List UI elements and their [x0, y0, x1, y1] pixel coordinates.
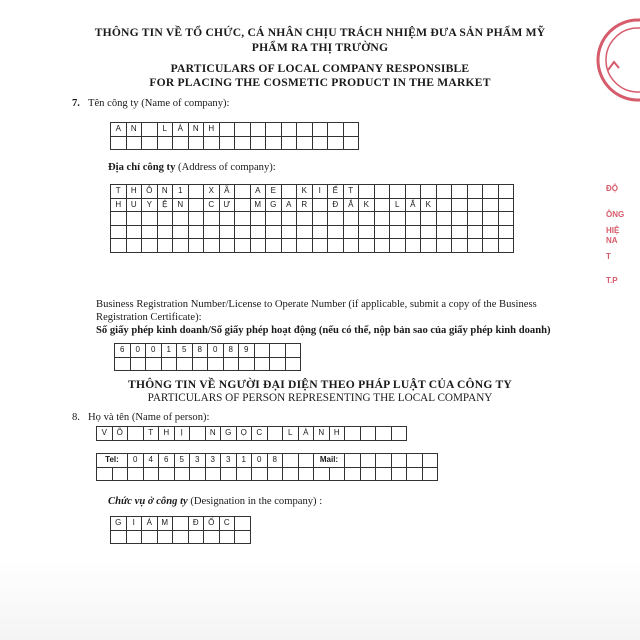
- grid-cell: T: [143, 427, 159, 441]
- grid-cell: [126, 239, 142, 253]
- grid-cell: [219, 225, 235, 239]
- grid-cell: Ã: [219, 185, 235, 199]
- grid-cell: Ố: [204, 517, 220, 531]
- grid-cell: [219, 212, 235, 226]
- grid-cell: [329, 467, 345, 481]
- red-seal-icon: [590, 10, 640, 110]
- grid-cell: [142, 225, 158, 239]
- grid-cell: [157, 530, 173, 544]
- grid-cell: [208, 357, 224, 371]
- grid-cell: [498, 198, 514, 212]
- grid-cell: V: [97, 427, 113, 441]
- grid-cell: N: [157, 185, 173, 199]
- grid-cell: [192, 357, 208, 371]
- grid-cell: X: [204, 185, 220, 199]
- tel-digit-cell: 3: [221, 454, 237, 468]
- grid-cell: C: [204, 198, 220, 212]
- grid-cell: [483, 198, 499, 212]
- tel-digit-cell: 3: [205, 454, 221, 468]
- grid-cell: [188, 225, 204, 239]
- grid-cell: [343, 123, 359, 137]
- company-name-grid: [110, 122, 359, 150]
- grid-cell: G: [221, 427, 237, 441]
- grid-cell: [223, 357, 239, 371]
- grid-cell: Ế: [328, 185, 344, 199]
- grid-cell: [254, 344, 270, 358]
- grid-cell: [267, 427, 283, 441]
- grid-cell: [391, 454, 407, 468]
- grid-cell: Đ: [188, 517, 204, 531]
- grid-cell: [483, 239, 499, 253]
- grid-cell: [146, 357, 162, 371]
- grid-cell: [360, 454, 376, 468]
- grid-cell: [190, 427, 206, 441]
- grid-cell: [421, 225, 437, 239]
- grid-cell: H: [159, 427, 175, 441]
- grid-cell: [239, 357, 255, 371]
- grid-cell: [250, 239, 266, 253]
- rep-header-en: PARTICULARS OF PERSON REPRESENTING THE LOCAL COMPANY: [147, 392, 493, 404]
- grid-cell: [374, 212, 390, 226]
- grid-cell: À: [173, 123, 189, 137]
- grid-cell: [297, 123, 313, 137]
- grid-cell: Ắ: [405, 198, 421, 212]
- grid-cell: [281, 225, 297, 239]
- grid-cell: 8: [223, 344, 239, 358]
- grid-cell: [266, 239, 282, 253]
- grid-cell: [360, 427, 376, 441]
- grid-cell: [281, 123, 297, 137]
- grid-cell: [111, 530, 127, 544]
- grid-cell: I: [126, 517, 142, 531]
- grid-cell: [405, 225, 421, 239]
- grid-cell: 6: [115, 344, 131, 358]
- grid-cell: [266, 225, 282, 239]
- header-vn-line1: THÔNG TIN VỀ TỔ CHỨC, CÁ NHÂN CHỊU TRÁCH NHIỆM ĐƯA SẢN PHẨM MỸ: [94, 26, 546, 39]
- grid-cell: [188, 212, 204, 226]
- grid-cell: [204, 239, 220, 253]
- grid-cell: [452, 185, 468, 199]
- grid-cell: [390, 185, 406, 199]
- stamp-fragment: NA: [606, 236, 618, 245]
- grid-cell: [177, 357, 193, 371]
- grid-cell: [298, 454, 314, 468]
- grid-cell: H: [329, 427, 345, 441]
- grid-cell: [235, 198, 251, 212]
- grid-cell: [312, 136, 328, 150]
- grid-cell: [328, 212, 344, 226]
- grid-cell: [452, 212, 468, 226]
- grid-cell: [188, 239, 204, 253]
- grid-cell: [159, 467, 175, 481]
- grid-cell: [312, 239, 328, 253]
- grid-cell: [436, 239, 452, 253]
- grid-cell: [283, 454, 299, 468]
- grid-cell: L: [283, 427, 299, 441]
- grid-cell: [173, 225, 189, 239]
- grid-cell: [407, 467, 423, 481]
- grid-cell: [391, 427, 407, 441]
- company-name-label: Tên công ty (Name of company):: [88, 98, 230, 109]
- tel-digit-cell: 0: [128, 454, 144, 468]
- grid-cell: U: [126, 198, 142, 212]
- grid-cell: [126, 212, 142, 226]
- grid-cell: [374, 239, 390, 253]
- grid-cell: [421, 212, 437, 226]
- grid-cell: [436, 225, 452, 239]
- grid-cell: [345, 454, 361, 468]
- grid-cell: [312, 198, 328, 212]
- grid-cell: 0: [130, 344, 146, 358]
- address-label-bold: Địa chỉ công ty: [108, 162, 176, 173]
- grid-cell: [467, 212, 483, 226]
- grid-cell: [235, 530, 251, 544]
- grid-cell: [283, 467, 299, 481]
- address-grid: [110, 184, 514, 253]
- grid-cell: À: [298, 427, 314, 441]
- tel-digit-cell: 8: [267, 454, 283, 468]
- grid-cell: [498, 239, 514, 253]
- stamp-fragment: ÔNG: [606, 210, 625, 219]
- grid-cell: N: [314, 427, 330, 441]
- grid-cell: N: [126, 123, 142, 137]
- grid-cell: [204, 530, 220, 544]
- grid-cell: [281, 136, 297, 150]
- grid-cell: N: [173, 198, 189, 212]
- grid-cell: [467, 239, 483, 253]
- address-label: [108, 162, 276, 173]
- grid-cell: C: [219, 517, 235, 531]
- grid-cell: T: [111, 185, 127, 199]
- grid-cell: [188, 198, 204, 212]
- grid-cell: [328, 239, 344, 253]
- brn-line1: Business Registration Number/License to Operate Number (if applicable, submit a copy of the Business: [96, 299, 537, 310]
- grid-cell: [235, 136, 251, 150]
- grid-cell: [250, 212, 266, 226]
- grid-cell: [421, 239, 437, 253]
- grid-cell: [142, 123, 158, 137]
- grid-cell: [188, 530, 204, 544]
- grid-cell: N: [188, 123, 204, 137]
- grid-cell: [157, 136, 173, 150]
- grid-cell: [345, 467, 361, 481]
- grid-cell: [254, 357, 270, 371]
- stamp-fragment: T: [606, 252, 611, 261]
- grid-cell: [270, 344, 286, 358]
- grid-cell: [281, 185, 297, 199]
- grid-cell: [343, 212, 359, 226]
- grid-cell: Ị: [174, 427, 190, 441]
- grid-cell: [161, 357, 177, 371]
- grid-cell: 9: [239, 344, 255, 358]
- grid-cell: [219, 239, 235, 253]
- grid-cell: [328, 136, 344, 150]
- mail-label: Mail:: [314, 454, 345, 468]
- grid-cell: [405, 212, 421, 226]
- grid-cell: A: [250, 185, 266, 199]
- grid-cell: [188, 136, 204, 150]
- grid-cell: [267, 467, 283, 481]
- grid-cell: M: [250, 198, 266, 212]
- section-8-number: 8.: [72, 412, 80, 423]
- grid-cell: Đ: [328, 198, 344, 212]
- grid-cell: 1: [173, 185, 189, 199]
- grid-cell: [111, 225, 127, 239]
- grid-cell: A: [281, 198, 297, 212]
- grid-cell: [188, 185, 204, 199]
- grid-cell: [376, 467, 392, 481]
- grid-cell: [115, 357, 131, 371]
- grid-cell: [173, 530, 189, 544]
- grid-cell: [391, 467, 407, 481]
- grid-cell: Ệ: [157, 198, 173, 212]
- grid-cell: [467, 225, 483, 239]
- grid-cell: [390, 212, 406, 226]
- grid-cell: Ắ: [343, 198, 359, 212]
- grid-cell: [452, 198, 468, 212]
- grid-cell: [467, 185, 483, 199]
- grid-cell: N: [205, 427, 221, 441]
- grid-cell: [235, 517, 251, 531]
- grid-cell: [157, 212, 173, 226]
- grid-cell: [235, 123, 251, 137]
- grid-cell: [173, 239, 189, 253]
- grid-cell: [173, 136, 189, 150]
- grid-cell: G: [111, 517, 127, 531]
- grid-cell: L: [157, 123, 173, 137]
- page-bottom-shade: [0, 560, 640, 640]
- grid-cell: [359, 185, 375, 199]
- grid-cell: [314, 467, 330, 481]
- grid-cell: [312, 123, 328, 137]
- grid-cell: [174, 467, 190, 481]
- grid-cell: [297, 225, 313, 239]
- grid-cell: [281, 212, 297, 226]
- grid-cell: [343, 136, 359, 150]
- grid-cell: M: [157, 517, 173, 531]
- grid-cell: [312, 212, 328, 226]
- designation-label-bold: Chức vụ ở công ty: [108, 496, 188, 507]
- grid-cell: [422, 467, 438, 481]
- grid-cell: [266, 212, 282, 226]
- grid-cell: I: [312, 185, 328, 199]
- grid-cell: [219, 136, 235, 150]
- grid-cell: [219, 123, 235, 137]
- grid-cell: R: [297, 198, 313, 212]
- contact-grid: [96, 453, 438, 481]
- grid-cell: [142, 212, 158, 226]
- stamp-fragment: T.P: [606, 276, 618, 285]
- grid-cell: 5: [177, 344, 193, 358]
- grid-cell: A: [111, 123, 127, 137]
- grid-cell: [205, 467, 221, 481]
- grid-cell: [285, 357, 301, 371]
- grid-cell: [157, 225, 173, 239]
- tel-digit-cell: 1: [236, 454, 252, 468]
- grid-cell: Õ: [112, 427, 128, 441]
- grid-cell: [436, 212, 452, 226]
- grid-cell: [436, 198, 452, 212]
- grid-cell: [390, 239, 406, 253]
- rep-header-vn: THÔNG TIN VỀ NGƯỜI ĐẠI DIỆN THEO PHÁP LUẬT CỦA CÔNG TY: [128, 378, 512, 391]
- grid-cell: [236, 467, 252, 481]
- grid-cell: [328, 225, 344, 239]
- grid-cell: [343, 239, 359, 253]
- header-en-line2: FOR PLACING THE COSMETIC PRODUCT IN THE MARKET: [149, 76, 491, 89]
- grid-cell: [376, 454, 392, 468]
- grid-cell: [111, 136, 127, 150]
- grid-cell: [173, 212, 189, 226]
- person-name-grid: [96, 426, 407, 441]
- tel-digit-cell: 3: [190, 454, 206, 468]
- grid-cell: [250, 136, 266, 150]
- grid-cell: [270, 357, 286, 371]
- grid-cell: 1: [161, 344, 177, 358]
- grid-cell: [298, 467, 314, 481]
- grid-cell: [467, 198, 483, 212]
- grid-cell: [128, 427, 144, 441]
- stamp-fragment: HIỆ: [606, 226, 620, 235]
- brn-vn: Số giấy phép kinh doanh/Số giấy phép hoạt động (nếu có thể, nộp bản sao của giấy phép kinh doanh): [96, 325, 551, 336]
- grid-cell: [204, 136, 220, 150]
- grid-cell: [250, 225, 266, 239]
- grid-cell: H: [126, 185, 142, 199]
- grid-cell: [421, 185, 437, 199]
- grid-cell: [390, 225, 406, 239]
- designation-label-rest: (Designation in the company) :: [187, 496, 323, 507]
- grid-cell: [405, 185, 421, 199]
- grid-cell: [483, 212, 499, 226]
- grid-cell: [235, 239, 251, 253]
- grid-cell: [111, 239, 127, 253]
- grid-cell: [235, 212, 251, 226]
- grid-cell: [157, 239, 173, 253]
- grid-cell: [374, 185, 390, 199]
- grid-cell: L: [390, 198, 406, 212]
- grid-cell: [452, 225, 468, 239]
- grid-cell: [359, 212, 375, 226]
- grid-cell: [483, 185, 499, 199]
- grid-cell: [297, 212, 313, 226]
- grid-cell: K: [297, 185, 313, 199]
- grid-cell: [128, 467, 144, 481]
- grid-cell: [328, 123, 344, 137]
- grid-cell: Ô: [142, 185, 158, 199]
- grid-cell: [126, 225, 142, 239]
- grid-cell: [285, 344, 301, 358]
- grid-cell: K: [421, 198, 437, 212]
- grid-cell: 0: [146, 344, 162, 358]
- designation-grid: [110, 516, 251, 544]
- grid-cell: [126, 136, 142, 150]
- grid-cell: [130, 357, 146, 371]
- grid-cell: C: [252, 427, 268, 441]
- grid-cell: 0: [208, 344, 224, 358]
- grid-cell: Y: [142, 198, 158, 212]
- grid-cell: [266, 123, 282, 137]
- brn-line2: Registration Certificate):: [96, 312, 202, 323]
- grid-cell: 8: [192, 344, 208, 358]
- header-vn-line2: PHẨM RA THỊ TRƯỜNG: [251, 41, 389, 54]
- grid-cell: [498, 212, 514, 226]
- grid-cell: [436, 185, 452, 199]
- grid-cell: G: [266, 198, 282, 212]
- grid-cell: [266, 136, 282, 150]
- grid-cell: H: [111, 198, 127, 212]
- section-7-number: 7.: [72, 98, 80, 109]
- grid-cell: E: [266, 185, 282, 199]
- grid-cell: [142, 530, 158, 544]
- grid-cell: [204, 212, 220, 226]
- grid-cell: [359, 239, 375, 253]
- tel-digit-cell: 0: [252, 454, 268, 468]
- grid-cell: [498, 185, 514, 199]
- grid-cell: [219, 530, 235, 544]
- grid-cell: K: [359, 198, 375, 212]
- tel-digit-cell: 5: [174, 454, 190, 468]
- grid-cell: [235, 225, 251, 239]
- tel-digit-cell: 6: [159, 454, 175, 468]
- grid-cell: [345, 427, 361, 441]
- grid-cell: [376, 427, 392, 441]
- grid-cell: [111, 212, 127, 226]
- grid-cell: [252, 467, 268, 481]
- grid-cell: [405, 239, 421, 253]
- grid-cell: Ọ: [236, 427, 252, 441]
- grid-cell: [359, 225, 375, 239]
- grid-cell: [250, 123, 266, 137]
- address-label-rest: (Address of company):: [175, 162, 276, 173]
- grid-cell: [204, 225, 220, 239]
- grid-cell: [126, 530, 142, 544]
- grid-cell: [173, 517, 189, 531]
- grid-cell: T: [343, 185, 359, 199]
- grid-cell: [498, 225, 514, 239]
- brn-grid: [114, 343, 301, 371]
- grid-cell: [281, 239, 297, 253]
- grid-cell: Ư: [219, 198, 235, 212]
- grid-cell: Á: [142, 517, 158, 531]
- grid-cell: [312, 225, 328, 239]
- stamp-fragment: ĐỘ: [606, 184, 618, 193]
- grid-cell: [190, 467, 206, 481]
- grid-cell: [374, 225, 390, 239]
- grid-cell: [297, 136, 313, 150]
- grid-cell: [483, 225, 499, 239]
- grid-cell: [112, 467, 128, 481]
- grid-cell: [221, 467, 237, 481]
- grid-cell: [374, 198, 390, 212]
- designation-label: [108, 496, 322, 507]
- person-name-label: Họ và tên (Name of person):: [88, 412, 210, 423]
- grid-cell: [422, 454, 438, 468]
- tel-digit-cell: 4: [143, 454, 159, 468]
- grid-cell: [360, 467, 376, 481]
- grid-cell: [142, 136, 158, 150]
- grid-cell: [143, 467, 159, 481]
- header-en-line1: PARTICULARS OF LOCAL COMPANY RESPONSIBLE: [170, 62, 470, 75]
- grid-cell: [97, 467, 113, 481]
- grid-cell: [407, 454, 423, 468]
- grid-cell: [452, 239, 468, 253]
- grid-cell: [235, 185, 251, 199]
- tel-label: Tel:: [97, 454, 128, 468]
- grid-cell: [297, 239, 313, 253]
- grid-cell: [142, 239, 158, 253]
- grid-cell: [343, 225, 359, 239]
- grid-cell: H: [204, 123, 220, 137]
